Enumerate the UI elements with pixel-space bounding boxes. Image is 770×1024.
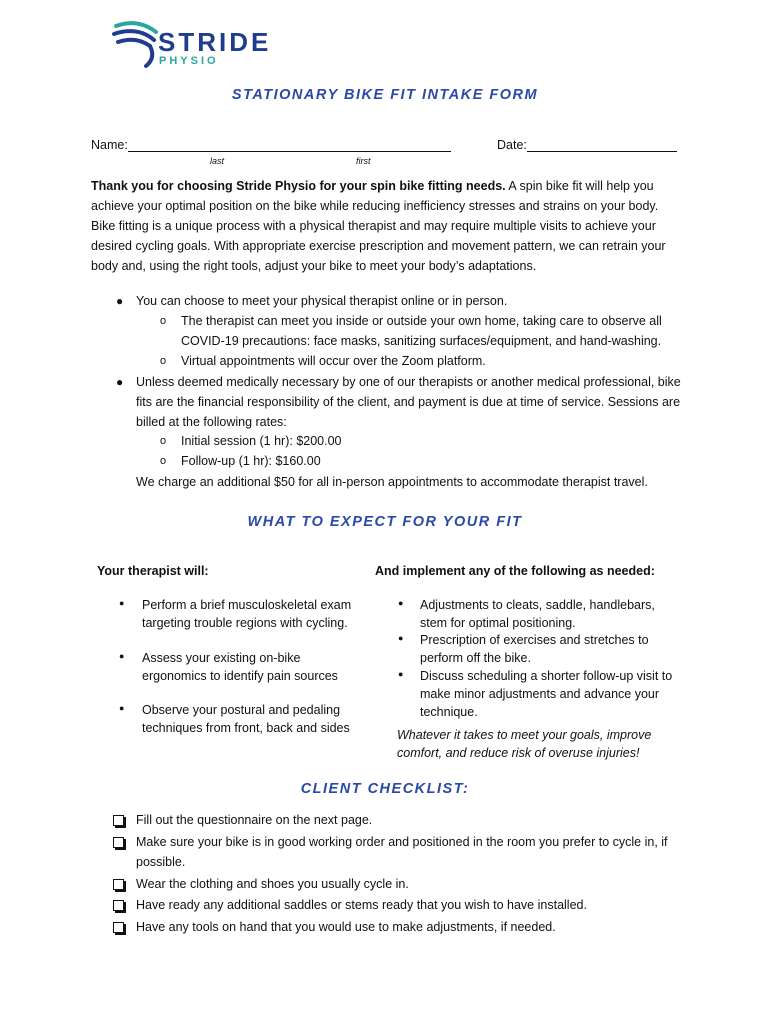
bullet-dot: ● [119,651,125,661]
form-title: STATIONARY BIKE FIT INTAKE FORM [231,87,539,103]
intro-paragraph [91,176,681,276]
name-field[interactable] [91,138,451,152]
bullet-dot: ● [398,669,404,679]
sub-bullet-marker: o [160,455,167,467]
checklist-item-questionnaire: Fill out the questionnaire on the next page. [136,813,373,827]
date-line[interactable] [527,151,677,152]
sub-bullet-covid: The therapist can meet you inside or outside your own home, taking care to observe all COVID-19 precautions: face masks, sanitizing surfaces/equipment, and hand-washing. [181,314,662,348]
expect-closing: Whatever it takes to meet your goals, improve comfort, and reduce risk of overuse injuries! [397,728,652,760]
last-sublabel: last [210,156,225,166]
logo-wordmark: STRIDE [158,27,272,57]
logo-subtitle: PHYSIO [159,55,219,67]
intro-bold: Thank you for choosing Stride Physio for your spin bike fitting needs. [91,179,506,193]
name-line[interactable] [128,151,451,152]
sub-bullet-zoom: Virtual appointments will occur over the Zoom platform. [181,354,486,368]
first-sublabel: first [356,156,371,166]
bullet-dot: ● [116,294,124,308]
sub-bullet-followup: Follow-up (1 hr): $160.00 [181,454,321,468]
bullet-dot: ● [119,703,125,713]
bullet-dot: ● [398,598,404,608]
checklist-item-saddles: Have ready any additional saddles or stems ready that you wish to have installed. [136,898,587,912]
checkbox[interactable] [113,837,124,848]
date-field[interactable] [497,138,677,152]
checklist-item-tools: Have any tools on hand that you would use to make adjustments, if needed. [136,920,556,934]
sub-bullet-marker: o [160,355,167,367]
sub-bullet-marker: o [160,435,167,447]
bullet-dot: ● [116,375,124,389]
name-label: Name: [91,138,128,152]
sub-bullet-marker: o [160,315,167,327]
therapist-item-exam: Perform a brief musculoskeletal exam targeting trouble regions with cycling. [142,598,352,630]
therapist-item-ergonomics: Assess your existing on-bike ergonomics to identify pain sources [142,651,338,683]
bullet-billing: Unless deemed medically necessary by one of our therapists or another medical professional, bike fits are the financial responsibility of the client, and payment is due at time of service. Sessions are billed at the following rates: [136,375,681,429]
bullet-dot: ● [398,633,404,643]
checkbox[interactable] [113,922,124,933]
checklist-item-bike: Make sure your bike is in good working order and positioned in the room you prefer to cycle in, if possible. [136,835,668,869]
checklist-item-clothing: Wear the clothing and shoes you usually cycle in. [136,877,409,891]
sub-bullet-initial: Initial session (1 hr): $200.00 [181,434,342,448]
intro-text: A spin bike fit will help you achieve your optimal position on the bike while reducing inefficiency stresses and strains on your body. Bike fitting is a unique process with a physical therapist and may require multiple visits to achieve your desired cycling goals. With appropriate exercise prescription and movement pattern, we can retrain your body and, using the right tools, adjust your bike to meet your body’s adaptations. [91,179,666,273]
checklist-heading: CLIENT CHECKLIST: [300,781,470,797]
logo-mark-icon [108,14,160,70]
travel-note: We charge an additional $50 for all in-person appointments to accommodate therapist travel. [136,475,648,489]
implement-item-followup: Discuss scheduling a shorter follow-up visit to make minor adjustments and advance your technique. [420,669,673,719]
bullet-dot: ● [119,598,125,608]
implement-item-exercises: Prescription of exercises and stretches to perform off the bike. [420,633,649,665]
left-column-heading: Your therapist will: [97,564,209,578]
bullet-online: You can choose to meet your physical therapist online or in person. [136,294,508,308]
checkbox[interactable] [113,815,124,826]
therapist-item-observe: Observe your postural and pedaling techniques from front, back and sides [142,703,350,735]
right-column-heading: And implement any of the following as needed: [375,564,655,578]
checkbox[interactable] [113,900,124,911]
checkbox[interactable] [113,879,124,890]
date-label: Date: [497,138,527,152]
expect-heading: WHAT TO EXPECT FOR YOUR FIT [247,514,523,530]
implement-item-adjust: Adjustments to cleats, saddle, handlebars, stem for optimal positioning. [420,598,655,630]
